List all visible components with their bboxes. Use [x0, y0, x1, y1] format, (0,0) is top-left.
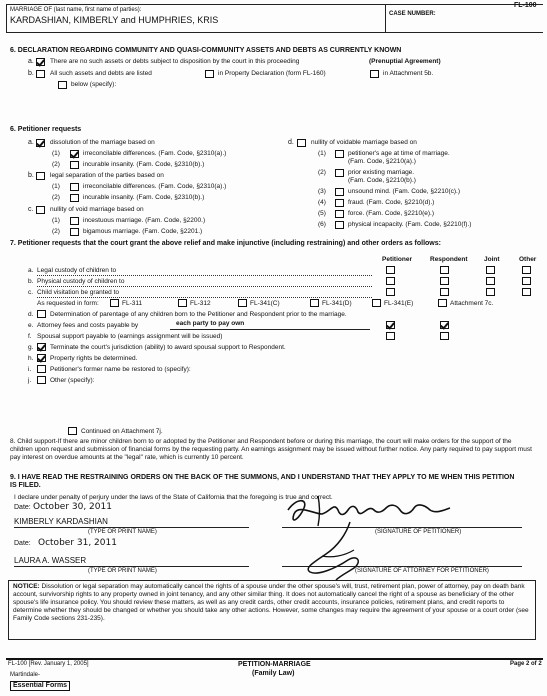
- s7-form-fl341c: FL-341(C): [250, 300, 280, 307]
- sig1-caption: (SIGNATURE OF PETITIONER): [375, 529, 462, 535]
- s7-c-petitioner-checkbox[interactable]: [386, 288, 395, 296]
- s6p-c-label: c.: [28, 206, 34, 213]
- s6p-d2b: (Fam. Code, §2210(b).): [348, 177, 416, 184]
- date2-label: Date:: [14, 540, 31, 547]
- caption-value: KARDASHIAN, KIMBERLY and HUMPHRIES, KRIS: [10, 15, 219, 25]
- s7-e-label: e.: [28, 322, 34, 329]
- s6p-b1: irreconcilable differences. (Fam. Code, §2310(a).): [83, 183, 227, 190]
- s6p-d4-num: (4): [318, 199, 326, 206]
- s6p-d2-num: (2): [318, 169, 326, 176]
- name2: LAURA A. WASSER: [14, 556, 87, 565]
- s7-j-label: j.: [28, 377, 32, 384]
- s7-i-text: Petitioner's former name be restored to (specify):: [50, 366, 191, 373]
- s6p-d6-num: (6): [318, 221, 326, 228]
- s7-a-petitioner-checkbox[interactable]: [386, 266, 395, 274]
- s7-a-respondent-checkbox[interactable]: [440, 266, 449, 274]
- s9-text: 9. I HAVE READ THE RESTRAINING ORDERS ON THE BACK OF THE SUMMONS, AND I UNDERSTAND THAT THEY APPLY TO ME WHEN THIS PETITION IS FILED.: [10, 474, 515, 489]
- s6-a-label: a.: [28, 58, 34, 65]
- s7-c-leader: [37, 297, 372, 298]
- s6p-c1-checkbox[interactable]: [70, 217, 79, 225]
- declare-text: I declare under penalty of perjury under the laws of the State of California that the foregoing is true and correct.: [14, 494, 333, 501]
- date1-value: October 30, 2011: [33, 502, 112, 512]
- s6p-d6-checkbox[interactable]: [335, 221, 344, 229]
- s7-form-fl311: FL-311: [122, 300, 143, 307]
- attorney-signature: [292, 520, 402, 582]
- s6-b-attachment-checkbox[interactable]: [370, 70, 379, 78]
- s7-f-text: Spousal support payable to (earnings assignment will be issued): [37, 333, 223, 340]
- s6-b-property-declaration-checkbox[interactable]: [205, 70, 214, 78]
- s6p-c2-checkbox[interactable]: [70, 228, 79, 236]
- s7-e-fill-line: [170, 329, 370, 330]
- s7-b-text: Physical custody of children to: [37, 278, 125, 285]
- name1-line: [14, 527, 249, 528]
- s7-form-fl341d-checkbox[interactable]: [310, 299, 319, 307]
- s7-h-text: Property rights be determined.: [50, 355, 138, 362]
- s6p-d5-num: (5): [318, 210, 326, 217]
- s7-form-fl341d: FL-341(D): [322, 300, 352, 307]
- s7-c-text: Child visitation be granted to: [37, 289, 120, 296]
- s7-a-label: a.: [28, 267, 34, 274]
- s6p-a1: irreconcilable differences. (Fam. Code, §2310(a).): [83, 150, 227, 157]
- s6p-d3: unsound mind. (Fam. Code, §2210(c).): [348, 188, 460, 195]
- s6p-a-label: a.: [28, 139, 34, 146]
- s6p-b2-checkbox[interactable]: [70, 194, 79, 202]
- s7-c-label: c.: [28, 289, 34, 296]
- s7-a-other-checkbox[interactable]: [522, 266, 531, 274]
- s6p-c-text: nullity of void marriage based on: [50, 206, 144, 213]
- s7-g-checkbox[interactable]: [37, 343, 46, 351]
- s6p-d4: fraud. (Fam. Code, §2210(d).): [348, 199, 435, 206]
- s6p-d-checkbox[interactable]: [297, 139, 306, 147]
- s6-b-label: b.: [28, 70, 34, 77]
- name2-line: [14, 566, 249, 567]
- s6-b-checkbox[interactable]: [36, 70, 45, 78]
- s6p-c2: bigamous marriage. (Fam. Code, §2201.): [83, 228, 203, 235]
- s6p-c-checkbox[interactable]: [36, 206, 45, 214]
- s7-h-label: h.: [28, 355, 34, 362]
- s7-continued: Continued on Attachment 7j.: [81, 428, 163, 435]
- s7-i-checkbox[interactable]: [37, 365, 46, 373]
- s6-b-option2: in Attachment 5b.: [383, 70, 434, 77]
- s7-b-other-checkbox[interactable]: [522, 277, 531, 285]
- form-corner-mark: FL-100: [514, 2, 537, 9]
- s6-a-text: There are no such assets or debts subject to disposition by the court in this proceeding: [50, 58, 300, 65]
- footer-center-title: PETITION-MARRIAGE: [238, 661, 311, 668]
- s6p-a-checkbox[interactable]: [36, 139, 45, 147]
- name2-caption: (TYPE OR PRINT NAME): [88, 568, 157, 574]
- date2-value: October 31, 2011: [38, 538, 117, 548]
- s7-col-petitioner: Petitioner: [382, 256, 412, 263]
- s7-e-respondent-checkbox[interactable]: [440, 321, 449, 329]
- s7-b-leader: [37, 286, 372, 287]
- s6p-a1-num: (1): [52, 150, 60, 157]
- s6p-b1-checkbox[interactable]: [70, 183, 79, 191]
- s6-title: 6. DECLARATION REGARDING COMMUNITY AND QUASI-COMMUNITY ASSETS AND DEBTS AS CURRENTLY KNOWN: [10, 47, 402, 54]
- s7-h-checkbox[interactable]: [37, 354, 46, 362]
- s7-g-text: Terminate the court's jurisdiction (ability) to award spousal support to Respondent.: [50, 344, 286, 351]
- s6p-d-text: nullity of voidable marriage based on: [311, 139, 417, 146]
- notice-body: Dissolution or legal separation may automatically cancel the rights of a spouse under the other spouse's will, trust, retirement plan, power of attorney, pay on death bank account, survivorship rights to any property owned in joint tenancy, and any other similar thing. It does not automatically cancel the right of a spouse as beneficiary of the other spouse's life insurance policy. You should review these matters, as well as any credit cards, other credit accounts, insurance policies, retirement plans, and credit reports to determine whether they should be changed or whether you should take any other actions. However, some changes may require the agreement of your spouse or a court order (see Family Code sections 231-235).: [13, 583, 529, 622]
- s6p-a2: incurable insanity. (Fam. Code, §2310(b).): [83, 161, 205, 168]
- s6p-a-text: dissolution of the marriage based on: [50, 139, 155, 146]
- s7-col-joint: Joint: [484, 256, 500, 263]
- s7-attachment7c: Attachment 7c.: [450, 300, 494, 307]
- name1: KIMBERLY KARDASHIAN: [14, 517, 108, 526]
- s7-c-respondent-checkbox[interactable]: [440, 288, 449, 296]
- s6-b-option1: in Property Declaration (form FL-160): [218, 70, 326, 77]
- s7-a-joint-checkbox[interactable]: [486, 266, 495, 274]
- s6p-b-text: legal separation of the parties based on: [50, 172, 164, 179]
- s7-form-fl341e-checkbox[interactable]: [372, 299, 381, 307]
- s7-requested-in: As requested in form:: [37, 300, 99, 307]
- s7-form-fl312: FL-312: [190, 300, 211, 307]
- s6p-d1-num: (1): [318, 150, 326, 157]
- s7-g-label: g.: [28, 344, 34, 351]
- s7-d-checkbox[interactable]: [37, 310, 46, 318]
- s6p-d3-num: (3): [318, 188, 326, 195]
- header-top-rule: [6, 4, 543, 5]
- header-bottom-rule: [6, 32, 543, 33]
- s6p-d1: petitioner's age at time of marriage.: [348, 150, 450, 157]
- s6p-c1: incestuous marriage. (Fam. Code, §2200.): [83, 217, 206, 224]
- s7-e-petitioner-checkbox[interactable]: [386, 321, 395, 329]
- s7-d-label: d.: [28, 311, 34, 318]
- s6-b-below-checkbox[interactable]: [58, 81, 67, 89]
- s7-attachment7c-checkbox[interactable]: [438, 299, 447, 307]
- s7-b-label: b.: [28, 278, 34, 285]
- footer-rule: [6, 658, 543, 660]
- s6p-c2-num: (2): [52, 228, 60, 235]
- s6p-a2-num: (2): [52, 161, 60, 168]
- name1-caption: (TYPE OR PRINT NAME): [88, 529, 157, 535]
- s7-i-label: i.: [28, 366, 32, 373]
- footer-logo-line1: Martindale-: [10, 672, 41, 678]
- s7-c-other-checkbox[interactable]: [522, 288, 531, 296]
- s7-f-petitioner-checkbox[interactable]: [386, 332, 395, 340]
- s7-form-fl311-checkbox[interactable]: [110, 299, 119, 307]
- s7-f-label: f.: [28, 333, 32, 340]
- s7-form-fl312-checkbox[interactable]: [178, 299, 187, 307]
- s6p-b-label: b.: [28, 172, 34, 179]
- s7-col-other: Other: [519, 256, 537, 263]
- s7-j-text: Other (specify):: [50, 377, 95, 384]
- s6p-d1-checkbox[interactable]: [335, 150, 344, 158]
- s7-col-respondent: Respondent: [430, 256, 468, 263]
- s6p-d5-checkbox[interactable]: [335, 210, 344, 218]
- s6-a-note: (Prenuptial Agreement): [369, 58, 441, 65]
- s7-title: 7. Petitioner requests that the court grant the above relief and make injunctive (including restraining) and other orders as follows:: [10, 240, 441, 247]
- s6p-d5: force. (Fam. Code, §2210(e).): [348, 210, 434, 217]
- s6p-d4-checkbox[interactable]: [335, 199, 344, 207]
- s6-a-checkbox[interactable]: [36, 58, 45, 66]
- notice-text: [13, 583, 531, 623]
- s7-f-respondent-checkbox[interactable]: [440, 332, 449, 340]
- s6p-title: 6. Petitioner requests: [10, 126, 82, 133]
- caption-label: MARRIAGE OF (last name, first name of parties):: [10, 7, 142, 13]
- s7-b-petitioner-checkbox[interactable]: [386, 277, 395, 285]
- s7-b-joint-checkbox[interactable]: [486, 277, 495, 285]
- notice-label: NOTICE:: [13, 583, 40, 590]
- s8-text: 8. Child support-If there are minor children born to or adopted by the Petitioner and Respondent before or during this marriage, the court will make orders for the support of the children upon request and submission of financial forms by the requesting party. An earnings assignment may be issued without further notice. Any party required to pay support must pay interest on overdue amounts at the "legal" rate, which is currently 10 percent.: [10, 438, 532, 461]
- s7-a-text: Legal custody of children to: [37, 267, 117, 274]
- footer-logo: Essential Forms: [10, 681, 70, 691]
- s7-j-checkbox[interactable]: [37, 376, 46, 384]
- s6p-d-label: d.: [288, 139, 294, 146]
- s7-e-fill: each party to pay own: [176, 320, 245, 327]
- s6p-c1-num: (1): [52, 217, 60, 224]
- s6p-b-checkbox[interactable]: [36, 172, 45, 180]
- s7-b-respondent-checkbox[interactable]: [440, 277, 449, 285]
- sig2-caption: (SIGNATURE OF ATTORNEY FOR PETITIONER): [355, 568, 489, 574]
- s7-continued-checkbox[interactable]: [68, 427, 77, 435]
- s6p-b2-num: (2): [52, 194, 60, 201]
- s6p-d2: prior existing marriage.: [348, 169, 415, 176]
- s7-form-fl341c-checkbox[interactable]: [238, 299, 247, 307]
- footer-center-subtitle: (Family Law): [252, 670, 295, 677]
- s6-b-below: below (specify):: [71, 81, 117, 88]
- s7-e-text: Attorney fees and costs payable by: [37, 322, 139, 329]
- s6p-b2: incurable insanity. (Fam. Code, §2310(b).): [83, 194, 205, 201]
- header-divider: [385, 4, 386, 32]
- header-left-rule: [6, 4, 7, 32]
- s6p-d1b: (Fam. Code, §2210(a).): [348, 158, 416, 165]
- case-number-label: CASE NUMBER:: [389, 11, 436, 17]
- footer-page: Page 2 of 2: [510, 661, 542, 667]
- s7-a-leader: [37, 275, 372, 276]
- s6p-d2-checkbox[interactable]: [335, 169, 344, 177]
- s7-form-fl341e: FL-341(E): [384, 300, 414, 307]
- s6-b-text: All such assets and debts are listed: [50, 70, 152, 77]
- date1-label: Date:: [14, 504, 31, 511]
- s7-d-text: Determination of parentage of any children born to the Petitioner and Respondent prior to the marriage.: [50, 311, 347, 318]
- s6p-d6: physical incapacity. (Fam. Code, §2210(f).): [348, 221, 472, 228]
- s6p-b1-num: (1): [52, 183, 60, 190]
- s6p-a2-checkbox[interactable]: [70, 161, 79, 169]
- s7-c-joint-checkbox[interactable]: [486, 288, 495, 296]
- s6p-d3-checkbox[interactable]: [335, 188, 344, 196]
- footer-left: FL-100 [Rev. January 1, 2005]: [8, 661, 89, 667]
- s6p-a1-checkbox[interactable]: [70, 150, 79, 158]
